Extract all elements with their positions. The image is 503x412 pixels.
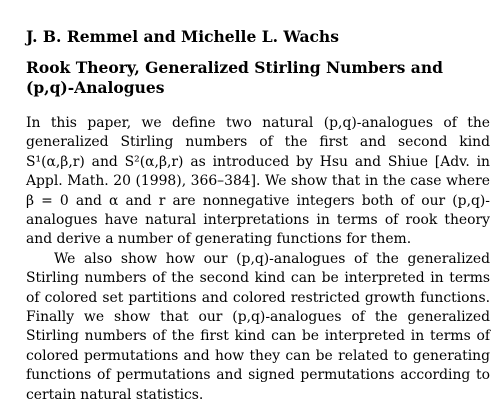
abstract-paragraph-1: In this paper, we define two natural (p,q)-analogues of the generalized Stirling numbers of the first and second kind S¹(α,β,r) and S²(α,β,r) as introduced by Hsu and Shiue [Adv. in Appl. Math. 20 (1998), 366–384]. We show that in the case where β = 0 and α and r are nonnegative integers both of our (p,q)-analogues have natural interpretations in terms of rook theory and derive a number of generating functions for them.	[26, 115, 490, 248]
abstract	[26, 114, 490, 405]
authors: J. B. Remmel and Michelle L. Wachs	[26, 27, 339, 46]
abstract-paragraph-2: We also show how our (p,q)-analogues of the generalized Stirling numbers of the second kind can be interpreted in terms of colored set partitions and colored restricted growth functions. Finally we show that our (p,q)-analogues of the generalized Stirling numbers of the first kind can be interpreted in terms of colored permutations and how they can be related to generating functions of permutations and signed permutations according to certain natural statistics.	[26, 250, 490, 403]
paper-title: Rook Theory, Generalized Stirling Numbers and (p,q)-Analogues	[26, 58, 443, 97]
